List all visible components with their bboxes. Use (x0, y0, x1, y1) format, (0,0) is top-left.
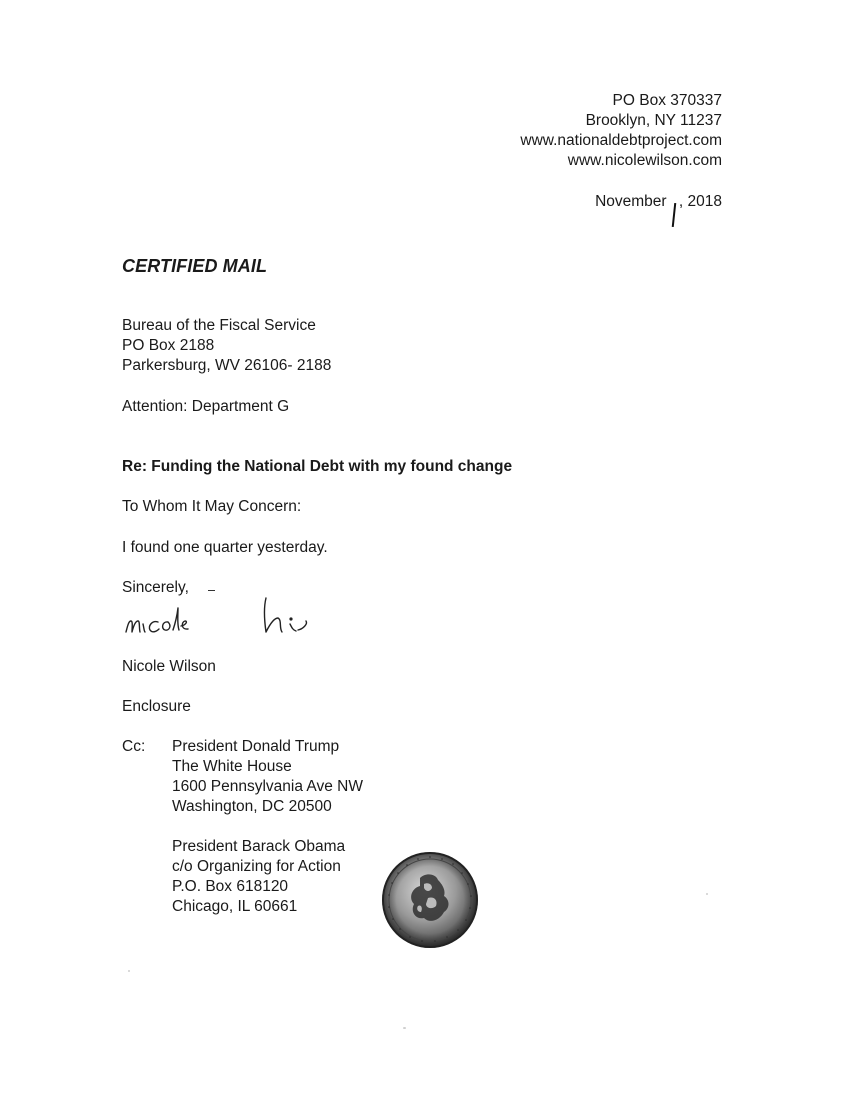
cc-recipient (172, 837, 363, 917)
certified-mail-heading: CERTIFIED MAIL (122, 256, 268, 276)
scan-speck (128, 970, 130, 972)
cc-line: The White House (172, 758, 292, 775)
recipient-address (122, 316, 331, 376)
handwritten-signature (118, 588, 328, 646)
signer-name: Nicole Wilson (122, 658, 216, 675)
recipient-line: Parkersburg, WV 26106- 2188 (122, 357, 332, 374)
enclosure-note: Enclosure (122, 698, 191, 715)
cc-recipient (172, 737, 363, 817)
cc-line: President Barack Obama (172, 838, 346, 855)
letter-body: I found one quarter yesterday. (122, 539, 328, 556)
cc-line: P.O. Box 618120 (172, 878, 289, 895)
return-address-line: Brooklyn, NY 11237 (585, 112, 722, 129)
cc-recipients (172, 737, 363, 917)
return-address (520, 91, 722, 171)
closing: Sincerely, (122, 579, 189, 596)
quarter-coin-icon (380, 850, 480, 950)
date-prefix: November (595, 193, 671, 210)
letter-date (595, 192, 722, 212)
cc-line: Chicago, IL 60661 (172, 898, 298, 915)
attention-line: Attention: Department G (122, 398, 290, 415)
cc-line: Washington, DC 20500 (172, 798, 332, 815)
scan-speck (403, 1027, 406, 1029)
cc-line: c/o Organizing for Action (172, 858, 341, 875)
cc-label: Cc: (122, 738, 146, 755)
recipient-line: Bureau of the Fiscal Service (122, 317, 316, 334)
salutation: To Whom It May Concern: (122, 498, 302, 515)
cc-line: 1600 Pennsylvania Ave NW (172, 778, 363, 795)
subject-line: Re: Funding the National Debt with my found change (122, 458, 513, 475)
return-address-website: www.nationaldebtproject.com (520, 132, 722, 149)
return-address-website: www.nicolewilson.com (567, 152, 722, 169)
scan-speck (706, 893, 708, 895)
cc-line: President Donald Trump (172, 738, 340, 755)
recipient-line: PO Box 2188 (122, 337, 215, 354)
date-suffix: , 2018 (678, 193, 722, 210)
return-address-line: PO Box 370337 (612, 92, 722, 109)
